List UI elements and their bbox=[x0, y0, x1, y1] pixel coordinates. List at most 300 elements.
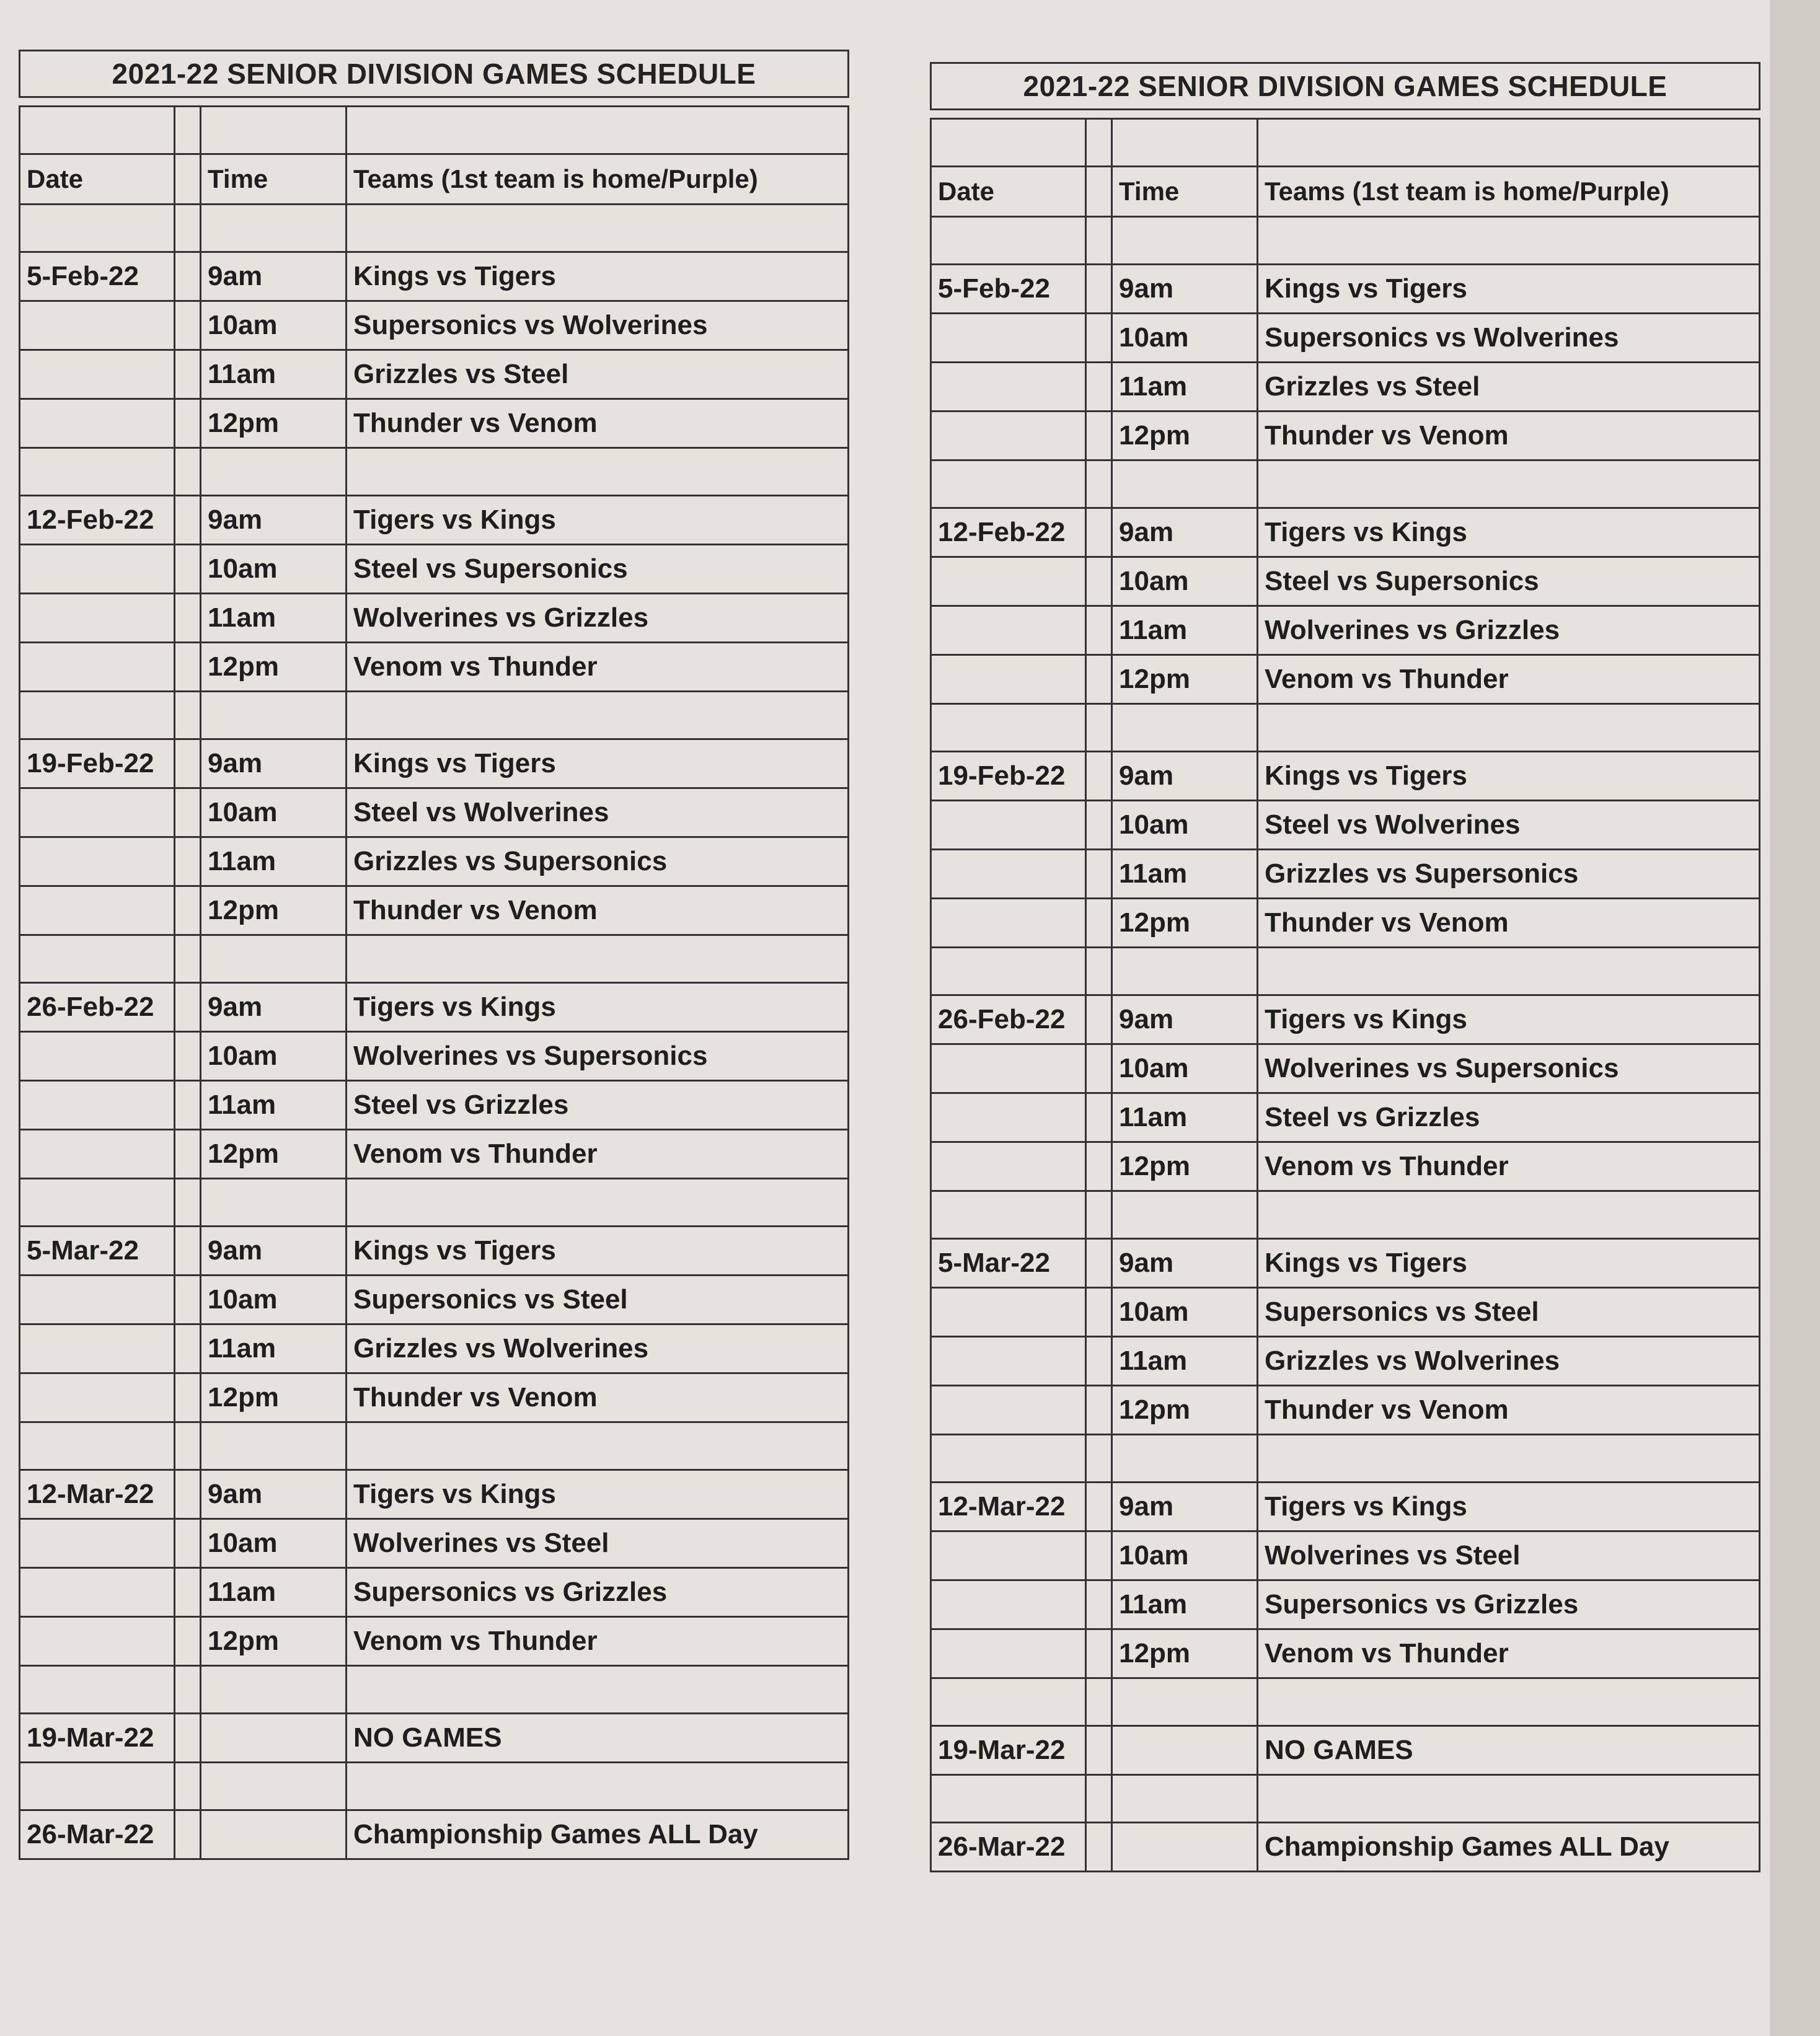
teams-cell: Grizzles vs Supersonics bbox=[1258, 850, 1760, 899]
game-row bbox=[20, 643, 849, 692]
teams-cell: Thunder vs Venom bbox=[347, 886, 849, 935]
spacer-cell bbox=[175, 252, 201, 301]
time-cell: 10am bbox=[201, 788, 347, 837]
teams-cell: Tigers vs Kings bbox=[347, 983, 849, 1032]
spacer-cell bbox=[175, 1810, 201, 1859]
date-cell bbox=[20, 350, 175, 399]
spacer-cell bbox=[175, 1422, 201, 1470]
teams-cell: Supersonics vs Steel bbox=[347, 1276, 849, 1324]
date-cell: 26-Feb-22 bbox=[20, 983, 175, 1032]
teams-cell: Supersonics vs Grizzles bbox=[347, 1568, 849, 1617]
spacer-cell bbox=[175, 1714, 201, 1763]
game-row bbox=[931, 899, 1760, 948]
game-row bbox=[20, 983, 849, 1032]
teams-cell: Steel vs Supersonics bbox=[1258, 557, 1760, 606]
spacer-cell bbox=[175, 350, 201, 399]
date-cell bbox=[20, 788, 175, 837]
blank-row bbox=[20, 1422, 849, 1470]
time-cell: 12pm bbox=[201, 1617, 347, 1666]
schedule-sheet-left bbox=[19, 50, 849, 1860]
teams-cell bbox=[1258, 1678, 1760, 1726]
date-cell: 5-Mar-22 bbox=[20, 1227, 175, 1276]
game-row bbox=[20, 1714, 849, 1763]
game-row bbox=[20, 739, 849, 788]
teams-cell: NO GAMES bbox=[1258, 1726, 1760, 1775]
time-cell bbox=[201, 448, 347, 496]
spacer-cell bbox=[175, 1666, 201, 1714]
spacer-cell bbox=[1086, 1093, 1112, 1142]
teams-cell: Venom vs Thunder bbox=[347, 643, 849, 692]
date-cell bbox=[931, 606, 1086, 655]
date-cell bbox=[20, 837, 175, 886]
game-row bbox=[931, 801, 1760, 850]
game-row bbox=[20, 399, 849, 448]
time-cell: 10am bbox=[1112, 801, 1258, 850]
game-row bbox=[20, 252, 849, 301]
time-cell: 12pm bbox=[201, 886, 347, 935]
blank-row bbox=[931, 1435, 1760, 1483]
game-row bbox=[20, 1276, 849, 1324]
teams-cell bbox=[1258, 461, 1760, 508]
date-cell bbox=[20, 399, 175, 448]
blank-row bbox=[20, 1666, 849, 1714]
date-cell bbox=[931, 461, 1086, 508]
spacer-cell bbox=[175, 399, 201, 448]
date-cell bbox=[20, 1519, 175, 1568]
teams-cell: Wolverines vs Grizzles bbox=[347, 594, 849, 643]
time-cell: 11am bbox=[1112, 363, 1258, 412]
blank-row bbox=[20, 205, 849, 252]
date-cell: 5-Feb-22 bbox=[20, 252, 175, 301]
game-row bbox=[20, 1130, 849, 1179]
time-cell bbox=[1112, 948, 1258, 995]
time-cell bbox=[1112, 1435, 1258, 1483]
spacer-cell bbox=[1086, 1726, 1112, 1775]
date-cell: 26-Mar-22 bbox=[931, 1823, 1086, 1872]
date-cell: 19-Feb-22 bbox=[931, 752, 1086, 801]
date-cell bbox=[931, 557, 1086, 606]
spacer-cell bbox=[175, 788, 201, 837]
date-cell: 12-Feb-22 bbox=[931, 508, 1086, 557]
game-row bbox=[20, 1081, 849, 1130]
game-row bbox=[20, 496, 849, 545]
spacer-cell bbox=[1086, 1580, 1112, 1629]
time-cell: 11am bbox=[1112, 1337, 1258, 1386]
date-cell bbox=[20, 1373, 175, 1422]
blank-row bbox=[931, 948, 1760, 995]
teams-cell: Venom vs Thunder bbox=[1258, 1629, 1760, 1678]
time-cell bbox=[201, 1422, 347, 1470]
date-cell bbox=[931, 1337, 1086, 1386]
date-cell: 19-Mar-22 bbox=[931, 1726, 1086, 1775]
teams-cell: Tigers vs Kings bbox=[1258, 508, 1760, 557]
date-cell bbox=[931, 1775, 1086, 1823]
date-cell bbox=[20, 1179, 175, 1227]
time-cell: 10am bbox=[1112, 557, 1258, 606]
time-cell bbox=[201, 1763, 347, 1810]
blank-row bbox=[20, 448, 849, 496]
date-cell: 12-Feb-22 bbox=[20, 496, 175, 545]
time-cell: 9am bbox=[201, 739, 347, 788]
date-cell bbox=[931, 1580, 1086, 1629]
spacer-cell bbox=[175, 983, 201, 1032]
time-cell bbox=[201, 1666, 347, 1714]
date-cell bbox=[20, 1568, 175, 1617]
date-cell: 5-Mar-22 bbox=[931, 1239, 1086, 1288]
time-cell bbox=[201, 935, 347, 983]
time-cell: 9am bbox=[1112, 508, 1258, 557]
teams-cell: Tigers vs Kings bbox=[1258, 1483, 1760, 1531]
spacer-cell bbox=[1086, 1531, 1112, 1580]
spacer-cell bbox=[175, 1763, 201, 1810]
date-cell bbox=[20, 886, 175, 935]
time-cell: 9am bbox=[1112, 752, 1258, 801]
date-cell bbox=[931, 899, 1086, 948]
date-cell bbox=[931, 217, 1086, 265]
date-cell: 12-Mar-22 bbox=[20, 1470, 175, 1519]
time-cell: 11am bbox=[201, 594, 347, 643]
spacer-cell bbox=[175, 1470, 201, 1519]
spacer-cell bbox=[175, 496, 201, 545]
spacer-cell bbox=[1086, 948, 1112, 995]
spacer-cell bbox=[1086, 995, 1112, 1044]
time-cell: 9am bbox=[1112, 1239, 1258, 1288]
time-cell bbox=[1112, 461, 1258, 508]
spacer-cell bbox=[1086, 1775, 1112, 1823]
teams-cell: Grizzles vs Steel bbox=[347, 350, 849, 399]
date-cell: 26-Mar-22 bbox=[20, 1810, 175, 1859]
date-cell bbox=[931, 363, 1086, 412]
date-cell: 19-Feb-22 bbox=[20, 739, 175, 788]
date-cell bbox=[931, 655, 1086, 704]
game-row bbox=[931, 752, 1760, 801]
teams-cell: Steel vs Supersonics bbox=[347, 545, 849, 594]
time-cell: 12pm bbox=[1112, 412, 1258, 461]
teams-cell: Thunder vs Venom bbox=[1258, 412, 1760, 461]
teams-cell: Tigers vs Kings bbox=[1258, 995, 1760, 1044]
teams-cell: Tigers vs Kings bbox=[347, 496, 849, 545]
time-cell: 11am bbox=[1112, 850, 1258, 899]
date-cell bbox=[931, 1629, 1086, 1678]
date-cell bbox=[20, 545, 175, 594]
date-cell bbox=[931, 1044, 1086, 1093]
spacer-cell bbox=[175, 448, 201, 496]
date-cell bbox=[931, 314, 1086, 363]
game-row bbox=[931, 314, 1760, 363]
time-cell bbox=[201, 1714, 347, 1763]
game-row bbox=[20, 788, 849, 837]
blank-row bbox=[931, 1775, 1760, 1823]
header-row bbox=[931, 167, 1760, 217]
time-cell: 12pm bbox=[1112, 1629, 1258, 1678]
time-cell: 11am bbox=[201, 350, 347, 399]
date-cell bbox=[931, 948, 1086, 995]
teams-cell: Kings vs Tigers bbox=[1258, 1239, 1760, 1288]
time-cell: 10am bbox=[201, 1276, 347, 1324]
date-cell bbox=[931, 119, 1086, 167]
teams-cell: Supersonics vs Wolverines bbox=[347, 301, 849, 350]
date-cell bbox=[931, 1435, 1086, 1483]
game-row bbox=[931, 606, 1760, 655]
schedule-title: 2021-22 SENIOR DIVISION GAMES SCHEDULE bbox=[19, 50, 849, 98]
date-cell bbox=[931, 1386, 1086, 1435]
blank-row bbox=[20, 1763, 849, 1810]
spacer-cell bbox=[1086, 217, 1112, 265]
time-cell: 11am bbox=[201, 1081, 347, 1130]
date-cell: 19-Mar-22 bbox=[20, 1714, 175, 1763]
game-row bbox=[20, 886, 849, 935]
teams-cell bbox=[1258, 217, 1760, 265]
time-cell bbox=[1112, 1823, 1258, 1872]
game-row bbox=[20, 837, 849, 886]
teams-cell: Supersonics vs Steel bbox=[1258, 1288, 1760, 1337]
teams-cell bbox=[347, 1179, 849, 1227]
game-row bbox=[931, 363, 1760, 412]
game-row bbox=[931, 995, 1760, 1044]
game-row bbox=[20, 1617, 849, 1666]
date-cell bbox=[20, 1032, 175, 1081]
date-cell bbox=[20, 935, 175, 983]
game-row bbox=[20, 1568, 849, 1617]
time-header: Time bbox=[201, 154, 347, 205]
teams-cell: Thunder vs Venom bbox=[1258, 1386, 1760, 1435]
teams-cell: Kings vs Tigers bbox=[1258, 752, 1760, 801]
teams-cell: Tigers vs Kings bbox=[347, 1470, 849, 1519]
spacer-cell bbox=[175, 1373, 201, 1422]
game-row bbox=[20, 350, 849, 399]
time-cell: 11am bbox=[1112, 606, 1258, 655]
spacer-cell bbox=[1086, 412, 1112, 461]
spacer-cell bbox=[1086, 1191, 1112, 1239]
game-row bbox=[20, 1519, 849, 1568]
time-cell: 12pm bbox=[1112, 899, 1258, 948]
game-row bbox=[931, 1483, 1760, 1531]
blank-row bbox=[931, 217, 1760, 265]
spacer-cell bbox=[175, 1617, 201, 1666]
blank-row bbox=[20, 107, 849, 154]
spacer-cell bbox=[1086, 1044, 1112, 1093]
time-cell bbox=[1112, 704, 1258, 752]
time-cell bbox=[1112, 217, 1258, 265]
teams-cell bbox=[347, 448, 849, 496]
schedule-title: 2021-22 SENIOR DIVISION GAMES SCHEDULE bbox=[930, 62, 1760, 110]
teams-cell: Thunder vs Venom bbox=[347, 1373, 849, 1422]
teams-cell bbox=[347, 1666, 849, 1714]
time-cell bbox=[201, 1810, 347, 1859]
game-row bbox=[931, 1531, 1760, 1580]
spacer-cell bbox=[1086, 1386, 1112, 1435]
date-cell bbox=[931, 1191, 1086, 1239]
spacer-cell bbox=[175, 1276, 201, 1324]
teams-cell bbox=[347, 1422, 849, 1470]
spacer-cell bbox=[1086, 752, 1112, 801]
spacer-cell bbox=[1086, 899, 1112, 948]
teams-cell: Supersonics vs Grizzles bbox=[1258, 1580, 1760, 1629]
blank-row bbox=[931, 1678, 1760, 1726]
teams-cell: Wolverines vs Supersonics bbox=[347, 1032, 849, 1081]
spacer-cell bbox=[175, 205, 201, 252]
spacer-cell bbox=[175, 1179, 201, 1227]
spacer-cell bbox=[1086, 606, 1112, 655]
game-row bbox=[931, 1580, 1760, 1629]
teams-cell bbox=[1258, 1775, 1760, 1823]
teams-cell: Venom vs Thunder bbox=[347, 1617, 849, 1666]
spacer-cell bbox=[175, 594, 201, 643]
teams-cell: Kings vs Tigers bbox=[347, 252, 849, 301]
spacer-cell bbox=[175, 545, 201, 594]
time-cell: 12pm bbox=[201, 399, 347, 448]
game-row bbox=[931, 655, 1760, 704]
blank-row bbox=[931, 1191, 1760, 1239]
date-cell bbox=[20, 1324, 175, 1373]
spacer-cell bbox=[1086, 704, 1112, 752]
teams-cell: Steel vs Grizzles bbox=[1258, 1093, 1760, 1142]
date-cell bbox=[20, 594, 175, 643]
teams-header: Teams (1st team is home/Purple) bbox=[1258, 167, 1760, 217]
spacer-cell bbox=[1086, 1629, 1112, 1678]
spacer-cell bbox=[1086, 557, 1112, 606]
time-cell: 12pm bbox=[201, 643, 347, 692]
date-header: Date bbox=[931, 167, 1086, 217]
date-cell bbox=[20, 301, 175, 350]
date-cell: 5-Feb-22 bbox=[931, 265, 1086, 314]
date-cell bbox=[20, 1081, 175, 1130]
teams-cell bbox=[347, 205, 849, 252]
date-cell bbox=[931, 850, 1086, 899]
blank-row bbox=[931, 704, 1760, 752]
time-cell: 9am bbox=[201, 1470, 347, 1519]
date-cell: 12-Mar-22 bbox=[931, 1483, 1086, 1531]
teams-cell: Kings vs Tigers bbox=[1258, 265, 1760, 314]
teams-cell: Wolverines vs Steel bbox=[347, 1519, 849, 1568]
teams-cell bbox=[1258, 1435, 1760, 1483]
teams-cell: Thunder vs Venom bbox=[347, 399, 849, 448]
spacer-cell bbox=[175, 1081, 201, 1130]
spacer-cell bbox=[1086, 508, 1112, 557]
date-cell bbox=[20, 205, 175, 252]
teams-header: Teams (1st team is home/Purple) bbox=[347, 154, 849, 205]
spacer-cell bbox=[1086, 1678, 1112, 1726]
time-cell bbox=[1112, 1678, 1258, 1726]
time-cell: 9am bbox=[201, 496, 347, 545]
teams-cell bbox=[1258, 1191, 1760, 1239]
teams-cell: Championship Games ALL Day bbox=[1258, 1823, 1760, 1872]
time-cell: 12pm bbox=[1112, 655, 1258, 704]
date-cell bbox=[931, 1678, 1086, 1726]
game-row bbox=[20, 1810, 849, 1859]
teams-cell bbox=[1258, 948, 1760, 995]
teams-cell bbox=[347, 107, 849, 154]
time-cell: 9am bbox=[201, 252, 347, 301]
teams-cell: Grizzles vs Wolverines bbox=[1258, 1337, 1760, 1386]
date-cell bbox=[20, 107, 175, 154]
game-row bbox=[931, 1337, 1760, 1386]
game-row bbox=[20, 1227, 849, 1276]
time-header: Time bbox=[1112, 167, 1258, 217]
time-cell: 10am bbox=[1112, 314, 1258, 363]
teams-cell: Kings vs Tigers bbox=[347, 1227, 849, 1276]
time-cell: 12pm bbox=[201, 1130, 347, 1179]
time-cell: 11am bbox=[1112, 1580, 1258, 1629]
spacer-cell bbox=[1086, 850, 1112, 899]
game-row bbox=[20, 1470, 849, 1519]
blank-row bbox=[20, 692, 849, 739]
teams-cell: Steel vs Wolverines bbox=[347, 788, 849, 837]
time-cell: 11am bbox=[201, 1568, 347, 1617]
teams-cell: Championship Games ALL Day bbox=[347, 1810, 849, 1859]
game-row bbox=[931, 850, 1760, 899]
spacer-cell bbox=[1086, 119, 1112, 167]
spacer-cell bbox=[1086, 1288, 1112, 1337]
spacer-cell bbox=[1086, 265, 1112, 314]
spacer-cell bbox=[1086, 363, 1112, 412]
spacer-cell bbox=[175, 154, 201, 205]
spacer-cell bbox=[175, 1568, 201, 1617]
spacer-cell bbox=[175, 739, 201, 788]
teams-cell: Wolverines vs Grizzles bbox=[1258, 606, 1760, 655]
time-cell: 9am bbox=[201, 983, 347, 1032]
spacer-cell bbox=[175, 301, 201, 350]
teams-cell: Thunder vs Venom bbox=[1258, 899, 1760, 948]
game-row bbox=[20, 1324, 849, 1373]
game-row bbox=[931, 1288, 1760, 1337]
game-row bbox=[931, 1823, 1760, 1872]
time-cell: 12pm bbox=[201, 1373, 347, 1422]
teams-cell: Kings vs Tigers bbox=[347, 739, 849, 788]
schedule-table bbox=[19, 105, 849, 1860]
teams-cell: Venom vs Thunder bbox=[1258, 655, 1760, 704]
teams-cell: Supersonics vs Wolverines bbox=[1258, 314, 1760, 363]
date-cell bbox=[931, 1142, 1086, 1191]
time-cell: 10am bbox=[201, 301, 347, 350]
blank-row bbox=[931, 119, 1760, 167]
spacer-cell bbox=[175, 107, 201, 154]
time-cell bbox=[1112, 119, 1258, 167]
time-cell: 9am bbox=[1112, 265, 1258, 314]
time-cell: 10am bbox=[201, 545, 347, 594]
time-cell: 9am bbox=[1112, 1483, 1258, 1531]
game-row bbox=[931, 1044, 1760, 1093]
spacer-cell bbox=[1086, 655, 1112, 704]
date-cell bbox=[20, 448, 175, 496]
date-cell: 26-Feb-22 bbox=[931, 995, 1086, 1044]
spacer-cell bbox=[175, 1227, 201, 1276]
teams-cell bbox=[1258, 119, 1760, 167]
spacer-cell bbox=[175, 692, 201, 739]
header-row bbox=[20, 154, 849, 205]
game-row bbox=[20, 594, 849, 643]
time-cell bbox=[1112, 1726, 1258, 1775]
date-cell bbox=[931, 1288, 1086, 1337]
spacer-cell bbox=[175, 837, 201, 886]
time-cell: 12pm bbox=[1112, 1386, 1258, 1435]
teams-cell: Wolverines vs Steel bbox=[1258, 1531, 1760, 1580]
date-cell bbox=[20, 1276, 175, 1324]
game-row bbox=[20, 301, 849, 350]
time-cell bbox=[201, 205, 347, 252]
teams-cell bbox=[347, 692, 849, 739]
date-cell bbox=[20, 1130, 175, 1179]
teams-cell bbox=[347, 935, 849, 983]
game-row bbox=[20, 1373, 849, 1422]
time-cell: 10am bbox=[1112, 1044, 1258, 1093]
spacer-cell bbox=[1086, 1435, 1112, 1483]
time-cell: 11am bbox=[1112, 1093, 1258, 1142]
date-cell bbox=[20, 692, 175, 739]
teams-cell: NO GAMES bbox=[347, 1714, 849, 1763]
date-cell bbox=[20, 1617, 175, 1666]
time-cell bbox=[201, 107, 347, 154]
